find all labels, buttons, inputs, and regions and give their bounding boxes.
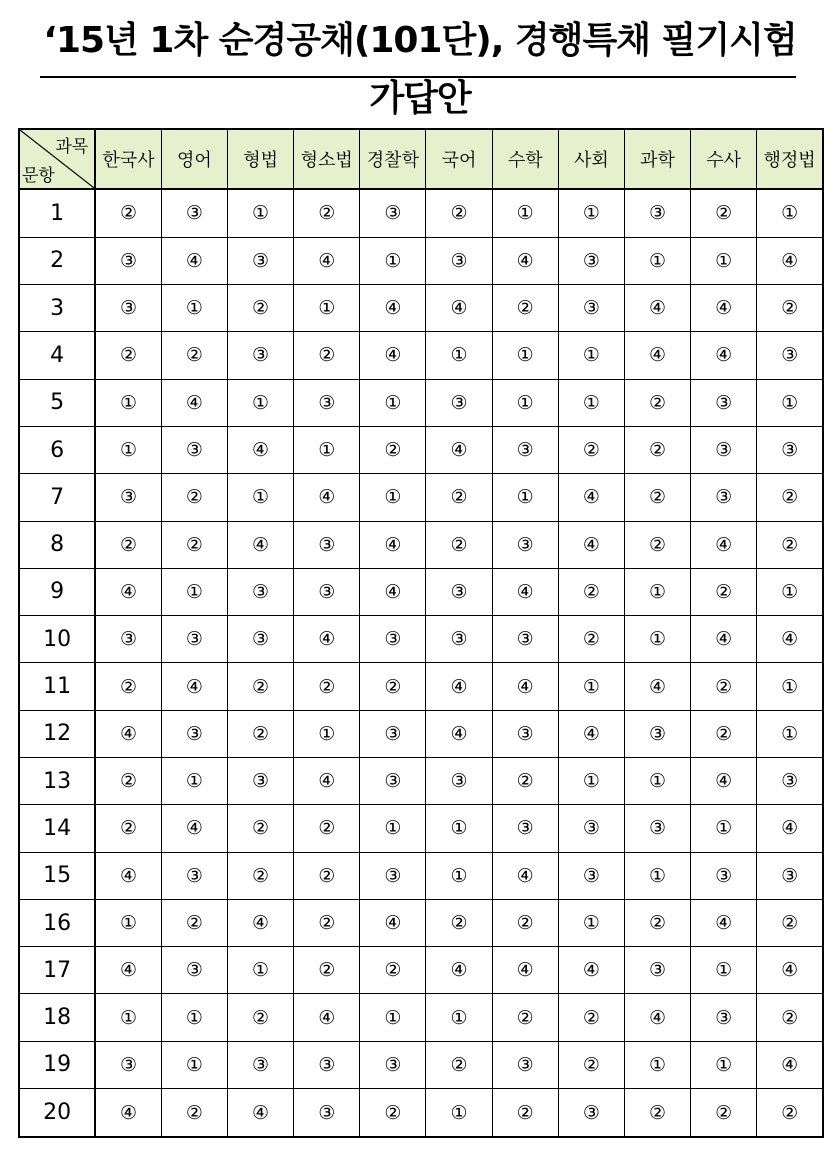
- answer-cell: ②: [360, 1089, 426, 1137]
- answer-cell: ③: [360, 852, 426, 899]
- answer-cell: ④: [691, 521, 757, 568]
- question-row: [19, 332, 823, 379]
- answer-cell: ③: [426, 757, 492, 804]
- answer-cell: ③: [426, 237, 492, 284]
- answer-cell: ④: [691, 616, 757, 663]
- answer-cell: ①: [228, 947, 294, 994]
- answer-cell: ②: [95, 521, 161, 568]
- question-number-cell: 9: [19, 568, 95, 615]
- answer-cell: ②: [624, 474, 690, 521]
- answer-cell: ①: [558, 757, 624, 804]
- answer-cell: ④: [95, 1089, 161, 1137]
- answer-cell: ③: [360, 1041, 426, 1088]
- answer-cell: ④: [691, 899, 757, 946]
- answer-cell: ④: [691, 285, 757, 332]
- answer-cell: ③: [492, 616, 558, 663]
- question-row: [19, 1089, 823, 1137]
- answer-cell: ②: [228, 994, 294, 1041]
- subject-header-cell: 수학: [492, 129, 558, 189]
- answer-key-table: [18, 128, 824, 1138]
- question-number-cell: 11: [19, 663, 95, 710]
- answer-cell: ③: [426, 379, 492, 426]
- answer-cell: ②: [294, 663, 360, 710]
- answer-cell: ②: [95, 663, 161, 710]
- answer-cell: ①: [360, 805, 426, 852]
- answer-cell: ②: [558, 568, 624, 615]
- answer-cell: ②: [691, 568, 757, 615]
- answer-cell: ②: [558, 426, 624, 473]
- answer-cell: ①: [161, 757, 227, 804]
- answer-cell: ②: [757, 474, 823, 521]
- question-number-cell: 14: [19, 805, 95, 852]
- answer-cell: ③: [228, 237, 294, 284]
- answer-cell: ④: [161, 237, 227, 284]
- answer-cell: ③: [360, 757, 426, 804]
- answer-cell: ②: [426, 521, 492, 568]
- answer-cell: ④: [624, 332, 690, 379]
- answer-cell: ④: [558, 521, 624, 568]
- answer-cell: ③: [426, 568, 492, 615]
- answer-cell: ②: [228, 805, 294, 852]
- answer-cell: ③: [558, 1089, 624, 1137]
- answer-cell: ④: [426, 947, 492, 994]
- answer-cell: ③: [426, 616, 492, 663]
- answer-cell: ②: [426, 189, 492, 237]
- answer-cell: ①: [624, 616, 690, 663]
- answer-cell: ③: [691, 379, 757, 426]
- answer-cell: ④: [95, 568, 161, 615]
- answer-cell: ①: [426, 1089, 492, 1137]
- question-row: [19, 757, 823, 804]
- answer-cell: ②: [492, 1089, 558, 1137]
- answer-cell: ④: [757, 1041, 823, 1088]
- answer-cell: ②: [95, 332, 161, 379]
- answer-cell: ③: [95, 616, 161, 663]
- answer-cell: ④: [294, 757, 360, 804]
- answer-cell: ①: [228, 474, 294, 521]
- answer-cell: ④: [161, 663, 227, 710]
- answer-cell: ③: [558, 285, 624, 332]
- answer-cell: ④: [757, 237, 823, 284]
- answer-cell: ②: [294, 899, 360, 946]
- corner-question-label: 문항: [22, 166, 55, 186]
- answer-cell: ④: [161, 805, 227, 852]
- answer-cell: ①: [558, 379, 624, 426]
- question-row: [19, 994, 823, 1041]
- answer-cell: ①: [558, 189, 624, 237]
- subject-header-cell: 형소법: [294, 129, 360, 189]
- answer-cell: ④: [95, 947, 161, 994]
- subject-header-cell: 한국사: [95, 129, 161, 189]
- answer-cell: ①: [558, 663, 624, 710]
- answer-cell: ④: [360, 568, 426, 615]
- question-number-cell: 5: [19, 379, 95, 426]
- answer-cell: ③: [95, 285, 161, 332]
- answer-cell: ①: [294, 426, 360, 473]
- answer-cell: ③: [558, 805, 624, 852]
- question-row: [19, 805, 823, 852]
- question-number-cell: 18: [19, 994, 95, 1041]
- answer-cell: ④: [294, 237, 360, 284]
- answer-cell: ③: [360, 189, 426, 237]
- answer-cell: ②: [95, 757, 161, 804]
- answer-cell: ④: [624, 994, 690, 1041]
- answer-cell: ②: [161, 899, 227, 946]
- page-title: ‘15년 1차 순경공채(101단), 경행특채 필기시험 가답안: [43, 20, 797, 119]
- question-row: [19, 285, 823, 332]
- subject-header-cell: 국어: [426, 129, 492, 189]
- answer-cell: ②: [691, 189, 757, 237]
- question-number-cell: 1: [19, 189, 95, 237]
- question-number-cell: 3: [19, 285, 95, 332]
- answer-cell: ③: [360, 710, 426, 757]
- answer-cell: ①: [360, 379, 426, 426]
- answer-cell: ①: [426, 805, 492, 852]
- answer-cell: ①: [426, 994, 492, 1041]
- answer-cell: ④: [558, 710, 624, 757]
- answer-cell: ④: [360, 521, 426, 568]
- answer-cell: ①: [757, 189, 823, 237]
- answer-cell: ③: [161, 852, 227, 899]
- answer-cell: ③: [492, 805, 558, 852]
- answer-cell: ①: [558, 899, 624, 946]
- answer-cell: ②: [228, 852, 294, 899]
- answer-cell: ④: [426, 426, 492, 473]
- answer-cell: ①: [360, 474, 426, 521]
- answer-cell: ①: [757, 568, 823, 615]
- answer-cell: ③: [624, 805, 690, 852]
- question-number-cell: 19: [19, 1041, 95, 1088]
- answer-cell: ②: [492, 899, 558, 946]
- answer-cell: ③: [228, 757, 294, 804]
- answer-cell: ②: [228, 285, 294, 332]
- answer-cell: ②: [757, 1089, 823, 1137]
- answer-cell: ④: [757, 805, 823, 852]
- question-row: [19, 474, 823, 521]
- answer-cell: ②: [426, 474, 492, 521]
- answer-cell: ④: [95, 710, 161, 757]
- answer-cell: ③: [294, 568, 360, 615]
- answer-cell: ③: [161, 426, 227, 473]
- answer-cell: ④: [492, 947, 558, 994]
- answer-cell: ④: [558, 947, 624, 994]
- answer-cell: ③: [757, 757, 823, 804]
- answer-cell: ②: [558, 616, 624, 663]
- answer-cell: ④: [294, 616, 360, 663]
- answer-cell: ①: [624, 237, 690, 284]
- answer-cell: ②: [691, 1089, 757, 1137]
- answer-cell: ④: [492, 852, 558, 899]
- answer-cell: ②: [492, 285, 558, 332]
- answer-cell: ②: [294, 947, 360, 994]
- question-row: [19, 189, 823, 237]
- answer-cell: ④: [228, 426, 294, 473]
- subject-header-cell: 경찰학: [360, 129, 426, 189]
- question-row: [19, 710, 823, 757]
- header-row: [19, 129, 823, 189]
- answer-cell: ①: [757, 379, 823, 426]
- answer-cell: ①: [161, 285, 227, 332]
- question-row: [19, 1041, 823, 1088]
- answer-cell: ②: [558, 1041, 624, 1088]
- question-row: [19, 852, 823, 899]
- answer-cell: ①: [624, 852, 690, 899]
- answer-cell: ②: [624, 379, 690, 426]
- answer-cell: ②: [161, 1089, 227, 1137]
- question-number-cell: 13: [19, 757, 95, 804]
- answer-cell: ②: [360, 663, 426, 710]
- answer-cell: ①: [360, 994, 426, 1041]
- answer-cell: ③: [161, 947, 227, 994]
- answer-cell: ②: [757, 899, 823, 946]
- question-number-cell: 10: [19, 616, 95, 663]
- answer-cell: ④: [492, 237, 558, 284]
- answer-cell: ②: [426, 899, 492, 946]
- answer-cell: ②: [426, 1041, 492, 1088]
- answer-cell: ③: [95, 474, 161, 521]
- answer-cell: ①: [624, 568, 690, 615]
- answer-cell: ③: [294, 521, 360, 568]
- answer-cell: ④: [757, 947, 823, 994]
- answer-cell: ②: [624, 899, 690, 946]
- corner-subject-label: 과목: [55, 137, 89, 157]
- answer-cell: ②: [360, 947, 426, 994]
- answer-cell: ④: [360, 332, 426, 379]
- answer-cell: ②: [360, 426, 426, 473]
- answer-cell: ①: [161, 1041, 227, 1088]
- corner-header-cell: [19, 129, 95, 189]
- question-number-cell: 7: [19, 474, 95, 521]
- question-row: [19, 426, 823, 473]
- question-row: [19, 899, 823, 946]
- answer-cell: ③: [360, 616, 426, 663]
- title-underline: [40, 76, 796, 78]
- question-number-cell: 4: [19, 332, 95, 379]
- answer-cell: ②: [757, 994, 823, 1041]
- answer-cell: ②: [624, 426, 690, 473]
- answer-cell: ③: [228, 568, 294, 615]
- answer-cell: ②: [757, 285, 823, 332]
- answer-cell: ②: [624, 521, 690, 568]
- answer-cell: ①: [95, 426, 161, 473]
- subject-header-cell: 형법: [228, 129, 294, 189]
- subject-header-cell: 행정법: [757, 129, 823, 189]
- answer-cell: ①: [558, 332, 624, 379]
- answer-cell: ②: [228, 710, 294, 757]
- answer-cell: ②: [691, 710, 757, 757]
- answer-cell: ④: [558, 474, 624, 521]
- answer-cell: ④: [360, 899, 426, 946]
- answer-cell: ③: [161, 189, 227, 237]
- answer-cell: ①: [492, 474, 558, 521]
- answer-cell: ②: [492, 757, 558, 804]
- question-row: [19, 521, 823, 568]
- answer-cell: ①: [691, 805, 757, 852]
- answer-cell: ④: [360, 285, 426, 332]
- question-row: [19, 237, 823, 284]
- answer-cell: ③: [624, 710, 690, 757]
- answer-cell: ①: [624, 1041, 690, 1088]
- answer-cell: ④: [426, 663, 492, 710]
- answer-cell: ③: [492, 521, 558, 568]
- answer-cell: ④: [757, 616, 823, 663]
- answer-cell: ②: [757, 521, 823, 568]
- answer-cell: ②: [95, 805, 161, 852]
- subject-header-cell: 과학: [624, 129, 690, 189]
- answer-cell: ③: [228, 1041, 294, 1088]
- answer-cell: ③: [558, 237, 624, 284]
- answer-cell: ④: [426, 710, 492, 757]
- question-number-cell: 20: [19, 1089, 95, 1137]
- answer-cell: ①: [95, 994, 161, 1041]
- answer-cell: ③: [492, 426, 558, 473]
- answer-cell: ④: [426, 285, 492, 332]
- answer-cell: ①: [757, 710, 823, 757]
- answer-cell: ④: [95, 852, 161, 899]
- question-number-cell: 16: [19, 899, 95, 946]
- subject-header-cell: 사회: [558, 129, 624, 189]
- answer-cell: ①: [691, 237, 757, 284]
- answer-cell: ①: [492, 332, 558, 379]
- answer-cell: ②: [691, 663, 757, 710]
- answer-cell: ②: [294, 805, 360, 852]
- question-number-cell: 8: [19, 521, 95, 568]
- answer-cell: ③: [691, 994, 757, 1041]
- answer-cell: ②: [161, 332, 227, 379]
- answer-cell: ②: [228, 663, 294, 710]
- answer-cell: ②: [294, 332, 360, 379]
- answer-cell: ①: [426, 332, 492, 379]
- answer-cell: ②: [294, 852, 360, 899]
- answer-cell: ③: [294, 379, 360, 426]
- answer-cell: ①: [360, 237, 426, 284]
- answer-cell: ④: [161, 379, 227, 426]
- answer-cell: ③: [691, 474, 757, 521]
- answer-cell: ④: [691, 332, 757, 379]
- answer-cell: ③: [95, 237, 161, 284]
- answer-cell: ③: [294, 1041, 360, 1088]
- answer-cell: ①: [294, 710, 360, 757]
- answer-cell: ④: [228, 899, 294, 946]
- answer-cell: ④: [228, 1089, 294, 1137]
- answer-cell: ②: [161, 474, 227, 521]
- answer-cell: ③: [492, 710, 558, 757]
- answer-cell: ②: [161, 521, 227, 568]
- answer-cell: ①: [161, 568, 227, 615]
- answer-cell: ②: [492, 994, 558, 1041]
- answer-cell: ③: [757, 426, 823, 473]
- answer-cell: ③: [95, 1041, 161, 1088]
- answer-cell: ③: [624, 947, 690, 994]
- answer-cell: ①: [492, 189, 558, 237]
- answer-cell: ④: [294, 474, 360, 521]
- answer-cell: ③: [691, 852, 757, 899]
- answer-table-body: [19, 189, 823, 1137]
- answer-cell: ①: [95, 379, 161, 426]
- answer-cell: ①: [691, 947, 757, 994]
- answer-cell: ①: [161, 994, 227, 1041]
- answer-cell: ④: [624, 285, 690, 332]
- answer-cell: ③: [558, 852, 624, 899]
- answer-cell: ③: [691, 426, 757, 473]
- answer-cell: ③: [757, 332, 823, 379]
- answer-cell: ③: [294, 1089, 360, 1137]
- answer-cell: ④: [492, 568, 558, 615]
- answer-cell: ④: [492, 663, 558, 710]
- answer-cell: ①: [691, 1041, 757, 1088]
- answer-cell: ④: [691, 757, 757, 804]
- answer-cell: ③: [757, 852, 823, 899]
- question-number-cell: 12: [19, 710, 95, 757]
- answer-cell: ①: [294, 285, 360, 332]
- answer-cell: ③: [161, 710, 227, 757]
- question-row: [19, 568, 823, 615]
- answer-cell: ①: [95, 899, 161, 946]
- question-row: [19, 947, 823, 994]
- answer-cell: ①: [228, 189, 294, 237]
- question-number-cell: 2: [19, 237, 95, 284]
- subject-header-cell: 영어: [161, 129, 227, 189]
- answer-cell: ④: [228, 521, 294, 568]
- answer-cell: ①: [228, 379, 294, 426]
- question-row: [19, 379, 823, 426]
- answer-cell: ②: [558, 994, 624, 1041]
- question-row: [19, 663, 823, 710]
- answer-cell: ③: [624, 189, 690, 237]
- answer-cell: ②: [294, 189, 360, 237]
- answer-cell: ③: [492, 1041, 558, 1088]
- answer-cell: ①: [492, 379, 558, 426]
- answer-cell: ③: [228, 616, 294, 663]
- answer-cell: ④: [294, 994, 360, 1041]
- answer-cell: ③: [228, 332, 294, 379]
- subject-header-cell: 수사: [691, 129, 757, 189]
- question-number-cell: 15: [19, 852, 95, 899]
- answer-cell: ①: [757, 663, 823, 710]
- question-row: [19, 616, 823, 663]
- question-number-cell: 6: [19, 426, 95, 473]
- answer-cell: ①: [426, 852, 492, 899]
- answer-cell: ②: [624, 1089, 690, 1137]
- question-number-cell: 17: [19, 947, 95, 994]
- answer-cell: ①: [624, 757, 690, 804]
- answer-cell: ③: [161, 616, 227, 663]
- answer-cell: ②: [95, 189, 161, 237]
- answer-cell: ④: [624, 663, 690, 710]
